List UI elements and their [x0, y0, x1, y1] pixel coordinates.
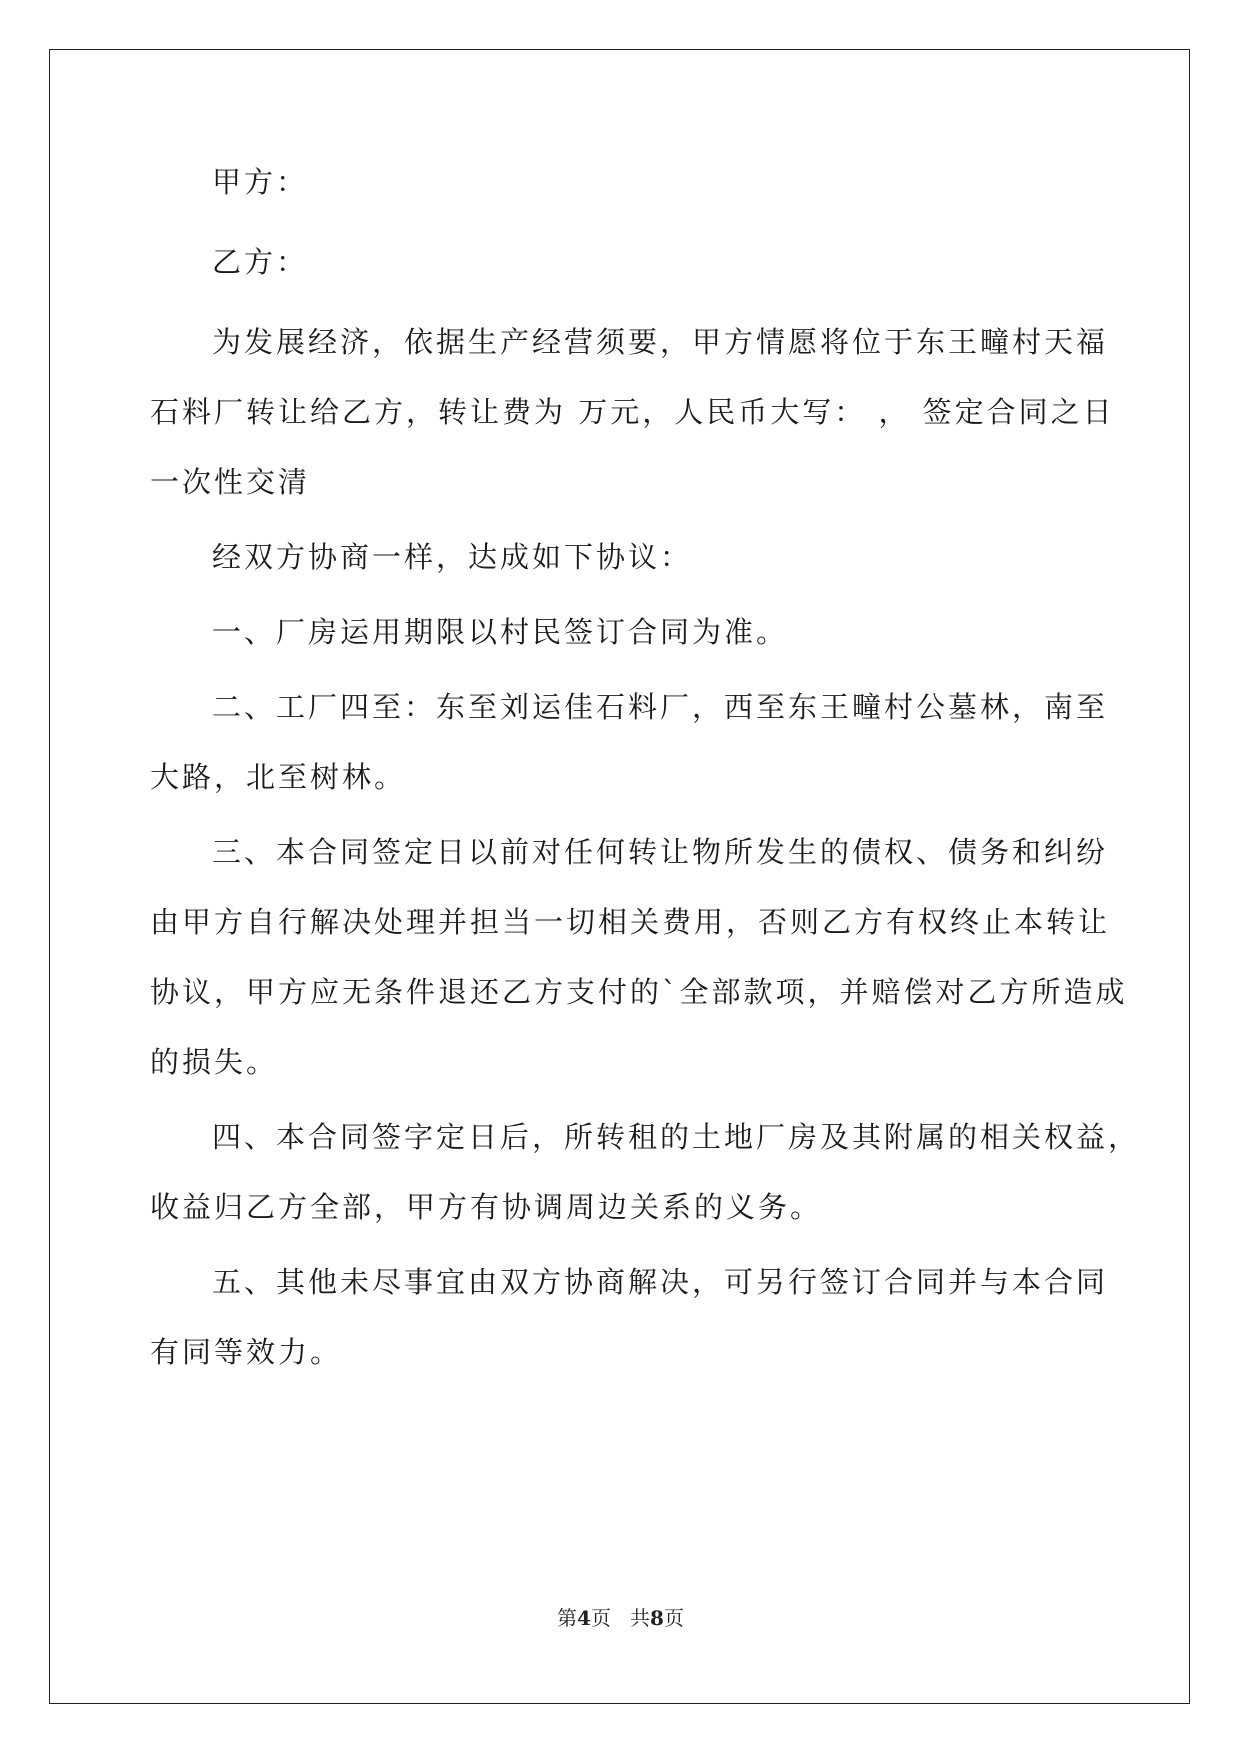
clause-2-line-1: 二、工厂四至：东至刘运佳石料厂，西至东王疃村公墓林，南至 [212, 690, 1109, 724]
clause-2-line-2: 大路，北至树林。 [150, 760, 407, 794]
party-a-line: 甲方： [212, 165, 309, 199]
intro-line-3: 一次性交清 [150, 465, 311, 499]
footer-mid: 页 共 [590, 1606, 651, 1630]
footer-suffix: 页 [663, 1606, 684, 1630]
intro-line-2: 石料厂转让给乙方，转让费为 万元，人民币大写： ， 签定合同之日 [150, 395, 1115, 429]
clause-5-line-1: 五、其他未尽事宜由双方协商解决，可另行签订合同并与本合同 [212, 1265, 1109, 1299]
clause-3-line-1: 三、本合同签定日以前对任何转让物所发生的债权、债务和纠纷 [212, 835, 1109, 869]
clause-3-line-3: 协议，甲方应无条件退还乙方支付的`全部款项，并赔偿对乙方所造成 [150, 975, 1128, 1009]
clause-4-line-1: 四、本合同签字定日后，所转租的土地厂房及其附属的相关权益， [212, 1120, 1141, 1154]
current-page-number: 4 [577, 1606, 591, 1630]
clause-3-line-2: 由甲方自行解决处理并担当一切相关费用，否则乙方有权终止本转让 [150, 905, 1111, 939]
total-page-number: 8 [650, 1606, 664, 1630]
agreement-lead-line: 经双方协商一样，达成如下协议： [212, 540, 693, 574]
clause-4-line-2: 收益归乙方全部，甲方有协调周边关系的义务。 [150, 1190, 823, 1224]
footer-prefix: 第 [557, 1606, 578, 1630]
intro-line-1: 为发展经济，依据生产经营须要，甲方情愿将位于东王疃村天福 [212, 325, 1109, 359]
party-b-line: 乙方： [212, 245, 309, 279]
page-border [49, 49, 1190, 1704]
clause-1-line-1: 一、厂房运用期限以村民签订合同为准。 [212, 615, 789, 649]
page-number-footer [0, 1602, 1241, 1631]
clause-5-line-2: 有同等效力。 [150, 1335, 343, 1369]
clause-3-line-4: 的损失。 [150, 1045, 279, 1079]
